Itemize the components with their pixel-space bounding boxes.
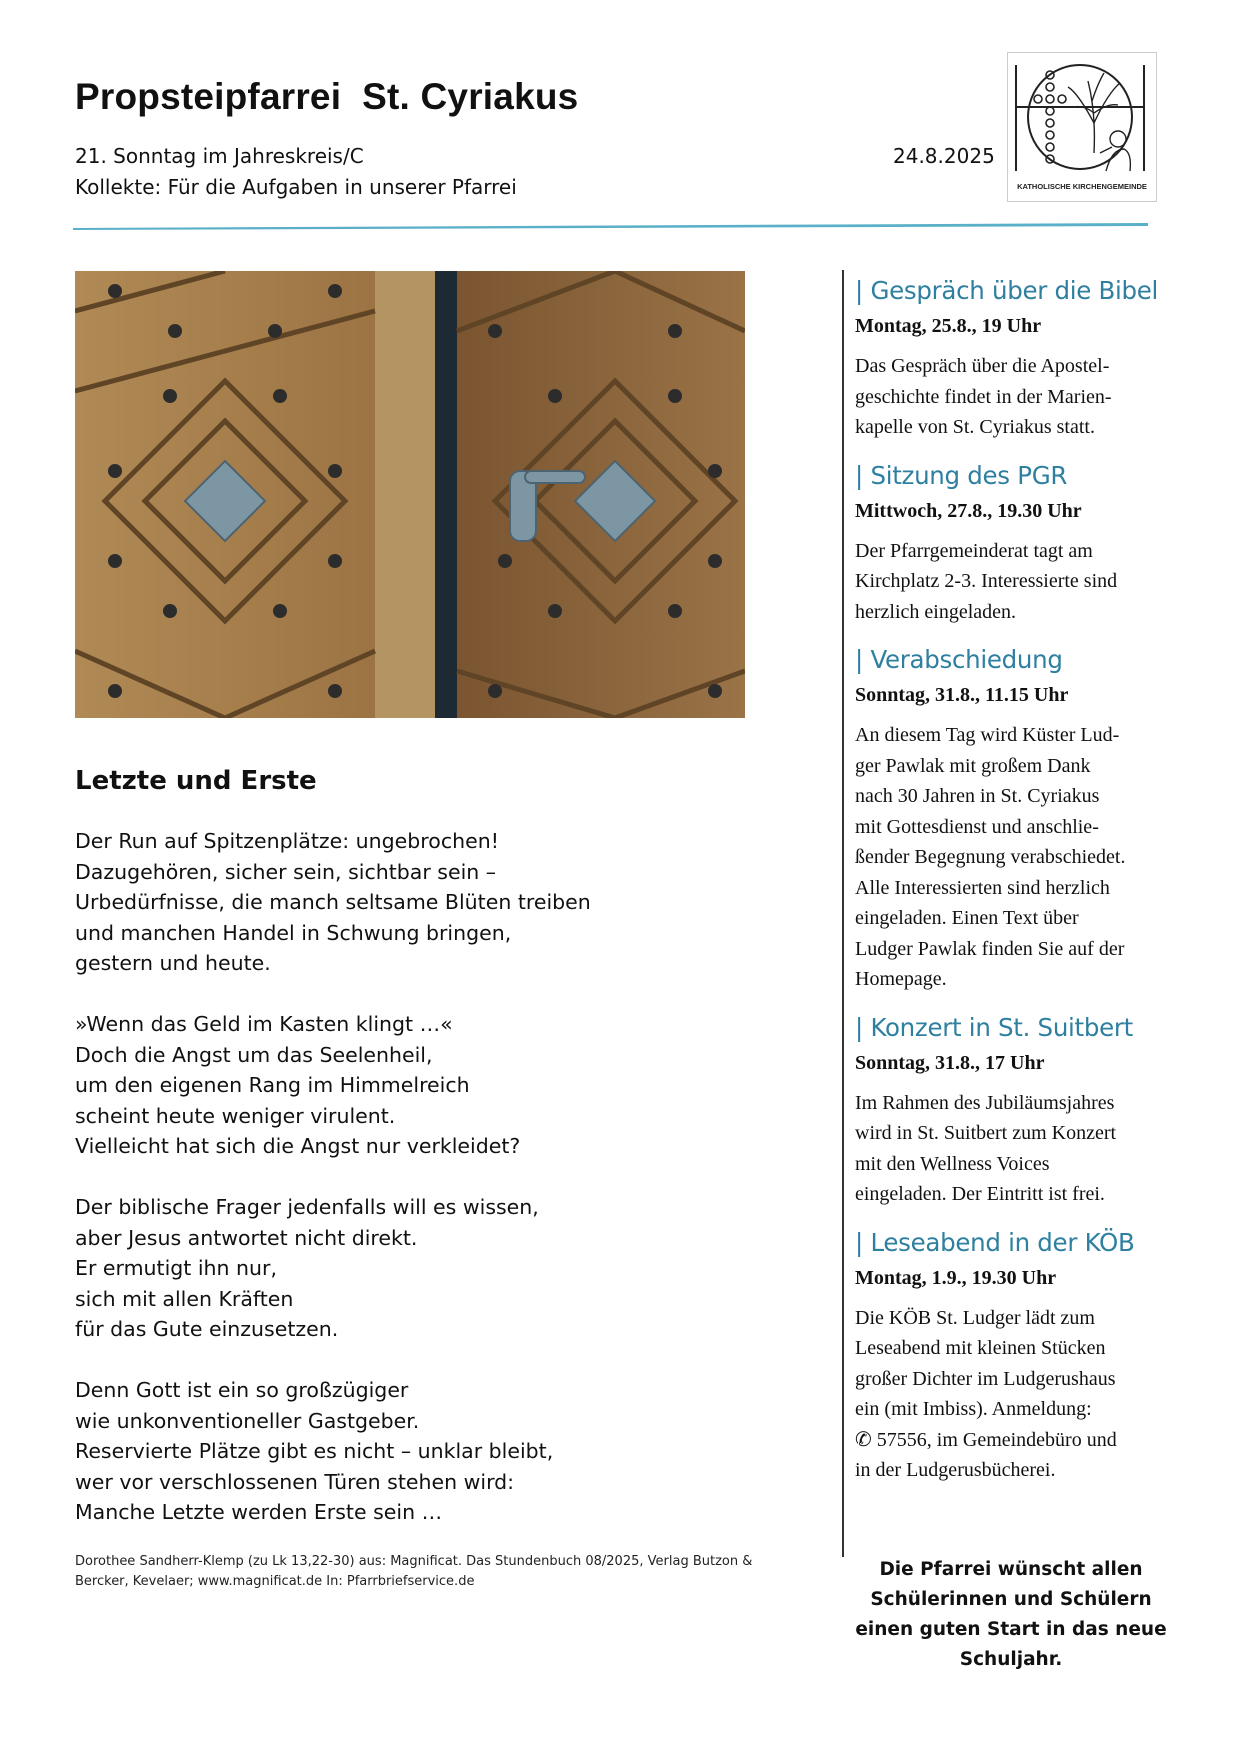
event-heading: | Verabschiedung [855,645,1063,674]
description-line: An diesem Tag wird Küster Lud- [855,724,1120,746]
description-line: Alle Interessierten sind herzlich [855,876,1110,899]
header-divider [73,220,1148,232]
event-date: Montag, 25.8., 19 Uhr [855,315,1042,337]
description-line: Homepage. [855,968,947,990]
description-line: kapelle von St. Cyriakus statt. [855,416,1095,438]
poem-line: Reservierte Plätze gibt es nicht – unklar bleibt, [75,1439,554,1463]
closing-line: Schülerinnen und Schülern [870,1589,1152,1610]
poem-stanza [75,1009,715,1162]
poem-line: wer vor verschlossenen Türen stehen wird: [75,1469,515,1494]
event-description [855,351,1173,443]
issue-date: 24.8.2025 [893,144,995,168]
description-line: ✆ 57556, im Gemeindebüro und [855,1428,1117,1451]
event-heading: | Leseabend in der KÖB [855,1227,1135,1257]
description-line: Das Gespräch über die Apostel- [855,355,1110,377]
collection-label: Kollekte: Für die Aufgaben in unserer Pfarrei [75,175,517,199]
poem-line: um den eigenen Rang im Himmelreich [75,1073,470,1097]
church-door-photo [75,271,745,718]
poem-stanza [75,1375,715,1528]
poem-stanza [75,1192,715,1345]
description-line: wird in St. Suitbert zum Konzert [855,1122,1117,1144]
poem-line: Denn Gott ist ein so großzügiger [75,1378,409,1402]
event-heading: | Gespräch über die Bibel [855,276,1159,305]
column-divider [842,270,844,1557]
description-line: mit den Wellness Voices [855,1152,1050,1175]
description-line: nach 30 Jahren in St. Cyriakus [855,785,1100,807]
parish-logo [1007,52,1157,202]
source-line: Dorothee Sandherr-Klemp (zu Lk 13,22-30) aus: Magnificat. Das Stundenbuch 08/2025, Verlag Butzon & [75,1554,753,1569]
description-line: Die KÖB St. Ludger lädt zum [855,1306,1095,1329]
poem-line: für das Gute einzusetzen. [75,1317,339,1341]
poem-title: Letzte und Erste [75,766,317,796]
description-line: ein (mit Imbiss). Anmeldung: [855,1398,1092,1420]
poem-line: gestern und heute. [75,951,271,975]
event-pgr-meeting [855,457,1173,628]
poem-line: und manchen Handel in Schwung bringen, [75,920,512,945]
closing-line: Schuljahr. [959,1649,1063,1670]
poem-line: Doch die Angst um das Seelenheil, [75,1042,433,1067]
event-date: Mittwoch, 27.8., 19.30 Uhr [855,499,1082,522]
event-farewell [855,641,1173,995]
poem-line: wie unkonventioneller Gastgeber. [75,1408,420,1433]
events-sidebar [855,272,1173,1500]
description-line: herzlich eingeladen. [855,600,1017,623]
closing-line: Die Pfarrei wünscht allen [879,1559,1143,1580]
event-description [855,536,1173,628]
event-heading: | Sitzung des PGR [855,460,1068,490]
source-line: Bercker, Kevelaer; www.magnificat.de In: Pfarrbriefservice.de [75,1574,475,1589]
description-line: geschichte findet in der Marien- [855,385,1112,408]
description-line: Kirchplatz 2-3. Interessierte sind [855,570,1118,592]
description-line: großer Dichter im Ludgerushaus [855,1367,1116,1390]
poem-line: »Wenn das Geld im Kasten klingt …« [75,1012,453,1036]
event-date: Montag, 1.9., 19.30 Uhr [855,1266,1057,1289]
poem-line: Dazugehören, sicher sein, sichtbar sein – [75,859,497,884]
poem-line: Er ermutigt ihn nur, [75,1256,277,1280]
description-line: Leseabend mit kleinen Stücken [855,1337,1106,1359]
event-bible-talk [855,272,1173,443]
event-date: Sonntag, 31.8., 11.15 Uhr [855,684,1069,706]
description-line: eingeladen. Der Eintritt ist frei. [855,1183,1105,1205]
event-reading-evening [855,1224,1173,1486]
event-heading: | Konzert in St. Suitbert [855,1012,1133,1042]
poem-line: scheint heute weniger virulent. [75,1103,396,1128]
closing-message [848,1555,1174,1675]
poem-body [75,826,715,1558]
description-line: eingeladen. Einen Text über [855,907,1079,929]
event-description [855,1303,1173,1486]
event-description [855,720,1173,995]
closing-line: einen guten Start in das neue [855,1619,1167,1640]
parish-title: Propsteipfarrei St. Cyriakus [75,76,579,117]
description-line: in der Ludgerusbücherei. [855,1459,1056,1481]
event-concert [855,1009,1173,1210]
event-date: Sonntag, 31.8., 17 Uhr [855,1051,1045,1074]
sunday-label: 21. Sonntag im Jahreskreis/C [75,144,364,168]
description-line: ßender Begegnung verabschiedet. [855,846,1126,868]
description-line: ger Pawlak mit großem Dank [855,754,1091,777]
poem-line: Vielleicht hat sich die Angst nur verkleidet? [75,1134,521,1158]
description-line: Ludger Pawlak finden Sie auf der [855,937,1125,960]
description-line: Im Rahmen des Jubiläumsjahres [855,1091,1115,1114]
poem-line: Der biblische Frager jedenfalls will es wissen, [75,1195,539,1219]
svg-text:KATHOLISCHE KIRCHENGEMEINDE: KATHOLISCHE KIRCHENGEMEINDE [1017,182,1147,191]
poem-source [75,1552,805,1592]
description-line: mit Gottesdienst und anschlie- [855,815,1099,838]
poem-line: Manche Letzte werden Erste sein … [75,1500,443,1524]
poem-line: aber Jesus antwortet nicht direkt. [75,1225,418,1250]
description-line: Der Pfarrgemeinderat tagt am [855,539,1093,562]
poem-line: Der Run auf Spitzenplätze: ungebrochen! [75,829,499,853]
poem-line: sich mit allen Kräften [75,1286,294,1311]
poem-stanza [75,826,715,979]
poem-line: Urbedürfnisse, die manch seltsame Blüten treiben [75,890,591,914]
event-description [855,1088,1173,1210]
